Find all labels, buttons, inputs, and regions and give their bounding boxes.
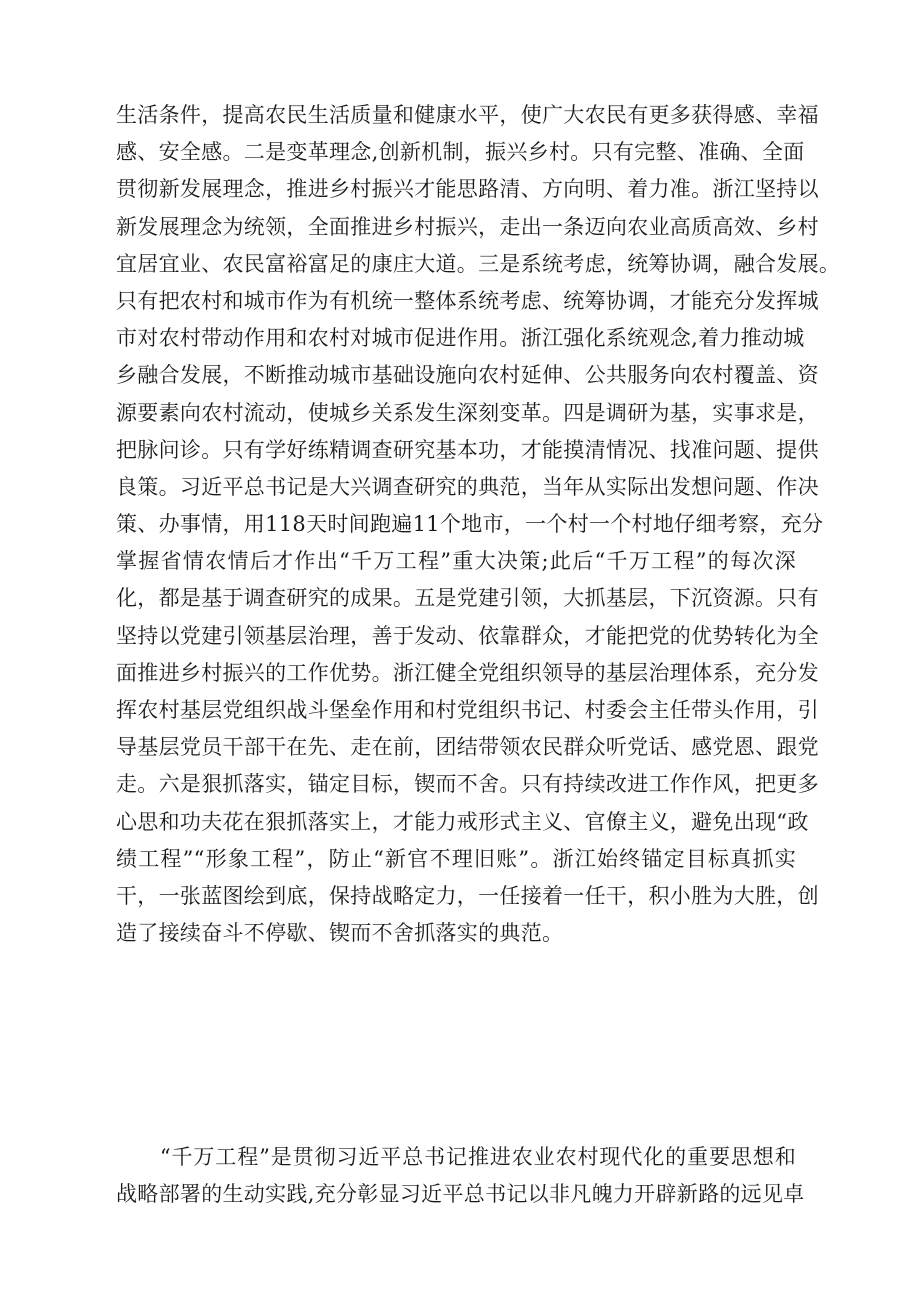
text-line: 贯彻新发展理念，推进乡村振兴才能思路清、方向明、着力准。浙江坚持以 — [116, 177, 819, 202]
text-line: 只有把农村和城市作为有机统一整体系统考虑、统筹协调，才能充分发挥城 — [116, 288, 819, 313]
text-line: 生活条件，提高农民生活质量和健康水平，使广大农民有更多获得感、幸福 — [116, 103, 819, 127]
text-line: 策、办事情，用118天时间跑遍11个地市，一个村一个村地仔细考察，充分 — [116, 512, 824, 537]
text-line: 心思和功夫花在狠抓落实上，才能力戒形式主义、官僚主义，避免出现“政 — [116, 809, 809, 834]
text-line: 掌握省情农情后才作出“千万工程”重大决策;此后“千万工程”的每次深 — [116, 549, 796, 574]
text-line: 坚持以党建引领基层治理，善于发动、依靠群众，才能把党的优势转化为全 — [116, 623, 819, 648]
text-line: 良策。习近平总书记是大兴调查研究的典范，当年从实际出发想问题、作决 — [116, 474, 819, 499]
text-line: 源要素向农村流动，使城乡关系发生深刻变革。四是调研为基，实事求是， — [116, 400, 819, 425]
text-line: 挥农村基层党组织战斗堡垒作用和村党组织书记、村委会主任带头作用，引 — [116, 698, 819, 722]
text-line: 市对农村带动作用和农村对城市促进作用。浙江强化系统观念,着力推动城 — [116, 326, 805, 351]
body-paragraph-2 — [116, 1139, 805, 1213]
text-line: 战略部署的生动实践,充分彰显习近平总书记以非凡魄力开辟新路的远见卓 — [116, 1182, 805, 1207]
text-line: 化，都是基于调查研究的成果。五是党建引领，大抓基层，下沉资源。只有 — [116, 586, 819, 611]
text-line: 造了接续奋斗不停歇、锲而不舍抓落实的典范。 — [116, 921, 564, 946]
text-line: 把脉问诊。只有学好练精调查研究基本功，才能摸清情况、找准问题、提供 — [116, 437, 819, 462]
text-line: “千万工程”是贯彻习近平总书记推进农业农村现代化的重要思想和 — [116, 1145, 796, 1169]
body-paragraph-1 — [116, 97, 841, 952]
text-line: 新发展理念为统领，全面推进乡村振兴，走出一条迈向农业高质高效、乡村 — [116, 214, 819, 239]
text-line: 宜居宜业、农民富裕富足的康庄大道。三是系统考虑，统筹协调，融合发展。 — [116, 251, 841, 276]
text-line: 乡融合发展，不断推动城市基础设施向农村延伸、公共服务向农村覆盖、资 — [116, 363, 819, 388]
text-line: 绩工程”“形象工程”，防止“新官不理旧账”。浙江始终锚定目标真抓实 — [116, 846, 796, 871]
text-line: 干，一张蓝图绘到底，保持战略定力，一任接着一任干，积小胜为大胜，创 — [116, 883, 819, 908]
text-line: 感、安全感。二是变革理念,创新机制，振兴乡村。只有完整、准确、全面 — [116, 140, 805, 165]
text-line: 导基层党员干部干在先、走在前，团结带领农民群众听党话、感党恩、跟党 — [116, 735, 819, 760]
text-line: 走。六是狠抓落实，锚定目标，锲而不舍。只有持续改进工作作风，把更多 — [116, 772, 819, 797]
text-line: 面推进乡村振兴的工作优势。浙江健全党组织领导的基层治理体系，充分发 — [116, 660, 819, 685]
